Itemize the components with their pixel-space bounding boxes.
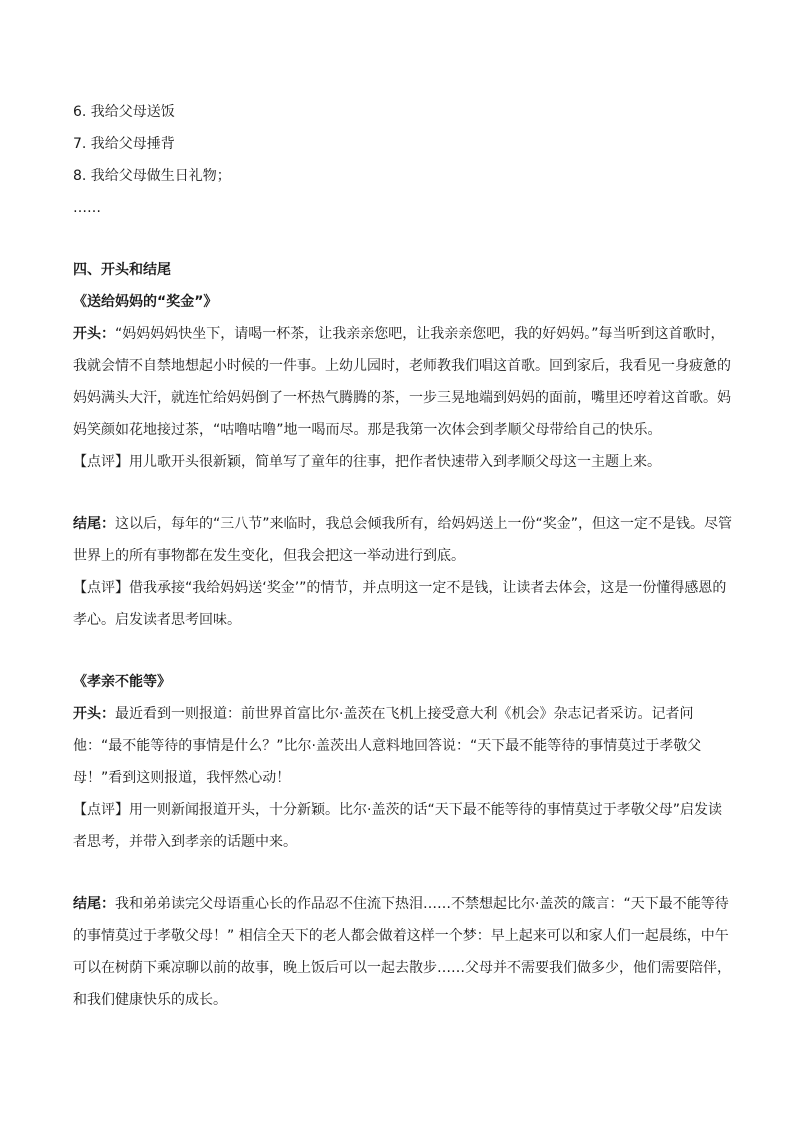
ending-label: 结尾： <box>73 516 115 532</box>
essay-comment <box>73 794 733 858</box>
comment-label: 【点评】 <box>73 802 129 818</box>
opening-text: 最近看到一则报道：前世界首富比尔·盖茨在飞机上接受意大利《机会》杂志记者采访。记者问他：“最不能等待的事情是什么？”比尔·盖茨出人意料地回答说：“天下最不能等待的事情莫过于孝敬父母！”看到这则报道，我怦然心动！ <box>73 706 702 786</box>
opening-label: 开头： <box>73 326 115 342</box>
activity-list <box>73 96 733 224</box>
essay-opening <box>73 698 733 794</box>
comment-text: 用一则新闻报道开头，十分新颖。比尔·盖茨的话“天下最不能等待的事情莫过于孝敬父母”启发读者思考，并带入到孝亲的话题中来。 <box>73 802 722 850</box>
list-item: 8. 我给父母做生日礼物； <box>73 168 231 184</box>
opening-label: 开头： <box>73 706 115 722</box>
essay-title: 《孝亲不能等》 <box>73 674 171 690</box>
ending-text: 我和弟弟读完父母语重心长的作品忍不住流下热泪……不禁想起比尔·盖茨的箴言：“天下最不能等待的事情莫过于孝敬父母！” 相信全天下的老人都会做着这样一个梦：早上起来可以和家人们一起晨练，中午可以在树荫下乘凉聊以前的故事，晚上饭后可以一起去散步……父母并不需要我们做多少，他们需要陪伴，和我们健康快乐的成长。 <box>73 896 731 1008</box>
essay-opening <box>73 318 733 446</box>
spacer <box>73 858 733 888</box>
spacer <box>73 636 733 666</box>
spacer <box>73 224 733 254</box>
comment-label: 【点评】 <box>73 580 129 596</box>
spacer <box>73 478 733 508</box>
essay-title: 《送给妈妈的“奖金”》 <box>73 294 218 310</box>
essay-ending <box>73 508 733 572</box>
list-item: …… <box>73 200 101 216</box>
essay-comment <box>73 446 733 478</box>
opening-text: “妈妈妈妈快坐下，请喝一杯茶，让我亲亲您吧，让我亲亲您吧，我的好妈妈。”每当听到这首歌时，我就会情不自禁地想起小时候的一件事。上幼儿园时，老师教我们唱这首歌。回到家后，我看见一身疲惫的妈妈满头大汗，就连忙给妈妈倒了一杯热气腾腾的茶，一步三晃地端到妈妈的面前，嘴里还哼着这首歌。妈妈笑颜如花地接过茶，“咕噜咕噜”地一喝而尽。那是我第一次体会到孝顺父母带给自己的快乐。 <box>73 326 731 438</box>
list-item: 6. 我给父母送饭 <box>73 104 175 120</box>
essay-comment <box>73 572 733 636</box>
list-item: 7. 我给父母捶背 <box>73 136 175 152</box>
essay-ending <box>73 888 733 1016</box>
comment-text: 借我承接“我给妈妈送‘奖金’”的情节，并点明这一定不是钱，让读者去体会，这是一份懂得感恩的孝心。启发读者思考回味。 <box>73 580 727 628</box>
ending-label: 结尾： <box>73 896 115 912</box>
comment-text: 用儿歌开头很新颖，简单写了童年的往事，把作者快速带入到孝顺父母这一主题上来。 <box>129 454 661 470</box>
comment-label: 【点评】 <box>73 454 129 470</box>
ending-text: 这以后，每年的“三八节”来临时，我总会倾我所有，给妈妈送上一份“奖金”，但这一定不是钱。尽管世界上的所有事物都在发生变化，但我会把这一举动进行到底。 <box>73 516 733 564</box>
section-heading: 四、开头和结尾 <box>73 262 171 278</box>
document-page <box>73 96 733 1016</box>
